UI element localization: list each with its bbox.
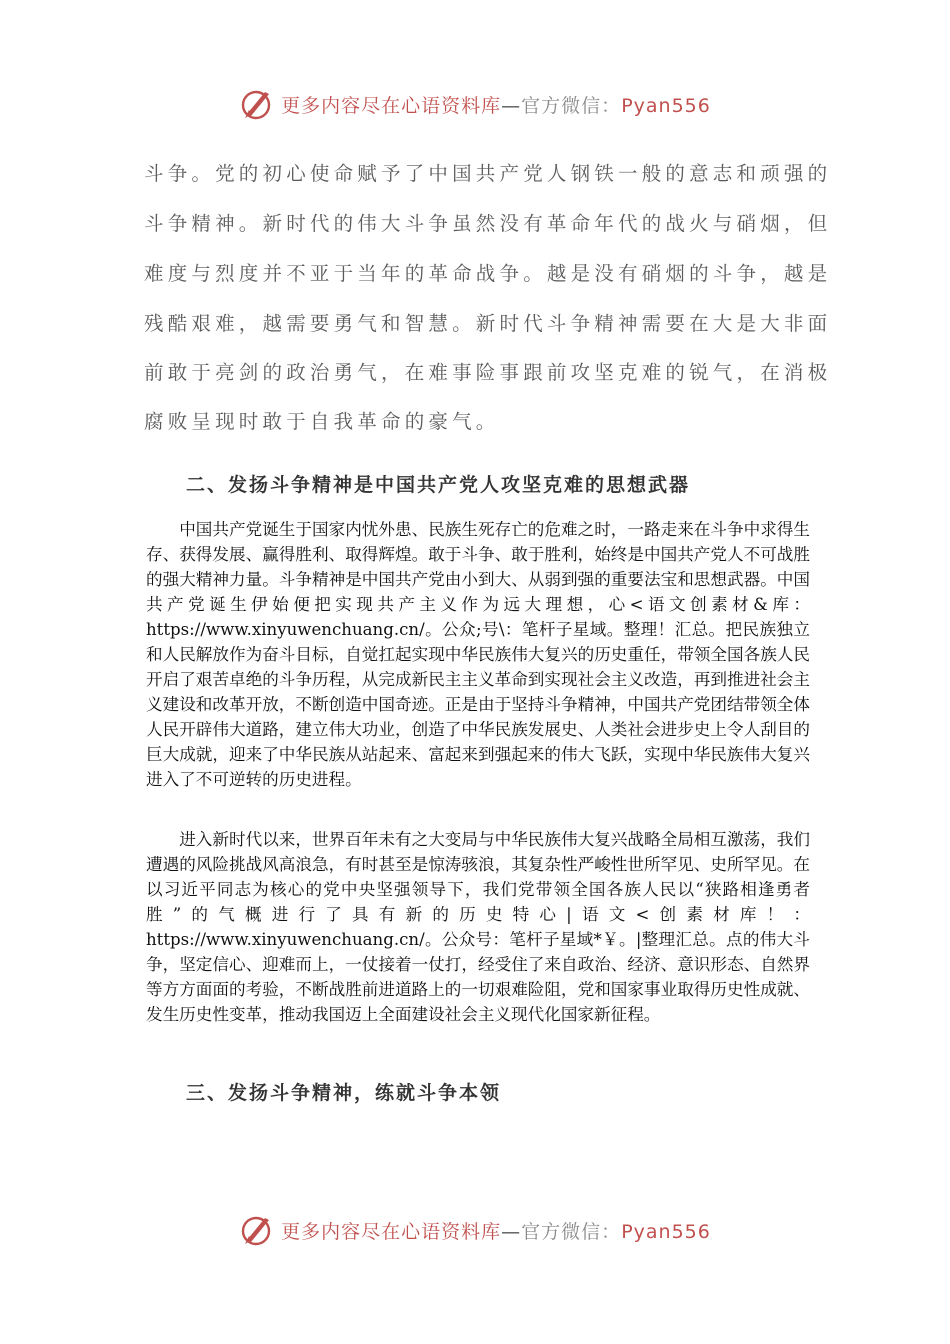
- quill-logo-icon: [239, 86, 275, 122]
- header-banner: [0, 82, 950, 126]
- section-heading-2: 二、发扬斗争精神是中国共产党人攻坚克难的思想武器: [186, 474, 691, 496]
- text-line: 斗争精神。新时代的伟大斗争虽然没有革命年代的战火与硝烟，但: [144, 212, 832, 235]
- footer-banner: [0, 1208, 950, 1252]
- quill-logo-icon: [239, 1212, 275, 1248]
- banner-text: 更多内容尽在心语资料库—官方微信：Pyan556: [281, 1220, 711, 1243]
- text-line: 腐败呈现时敢于自我革命的豪气。: [144, 410, 500, 433]
- body-paragraph-1: 中国共产党诞生于国家内忧外患、民族生死存亡的危难之时，一路走来在斗争中求得生存、获得发展、赢得胜利、取得辉煌。敢于斗争、敢于胜利，始终是中国共产党人不可战胜的强大精神力量。斗争精神是中国共产党由小到大、从弱到强的重要法宝和思想武器。中国共产党诞生伊始便把实现共产主义作为远大理想，心<语文创素材&库：https://www.xinyuwenchuang.cn/。公众;号\：笔杆子星域。整理！汇总。把民族独立和人民解放作为奋斗目标，自觉扛起实现中华民族伟大复兴的历史重任，带领全国各族人民开启了艰苦卓绝的斗争历程，从完成新民主主义革命到实现社会主义改造，再到推进社会主义建设和改革开放，不断创造中国奇迹。正是由于坚持斗争精神，中国共产党团结带领全体人民开辟伟大道路，建立伟大功业，创造了中华民族发展史、人类社会进步史上令人刮目的巨大成就，迎来了中华民族从站起来、富起来到强起来的伟大飞跃，实现中华民族伟大复兴进入了不可逆转的历史进程。: [146, 520, 810, 789]
- text-line: 难度与烈度并不亚于当年的革命战争。越是没有硝烟的斗争，越是: [144, 262, 832, 285]
- text-line: 前敢于亮剑的政治勇气，在难事险事跟前攻坚克难的锐气，在消极: [144, 361, 832, 384]
- body-paragraph-2: 进入新时代以来，世界百年未有之大变局与中华民族伟大复兴战略全局相互激荡，我们遭遇的风险挑战风高浪急，有时甚至是惊涛骇浪，其复杂性严峻性世所罕见、史所罕见。在以习近平同志为核心的党中央坚强领导下，我们党带领全国各族人民以“狭路相逢勇者胜”的气概进行了具有新的历史特心|语文<创素材库！：https://www.xinyuwenchuang.cn/。公众号：笔杆子星域*￥。|整理汇总。点的伟大斗争，坚定信心、迎难而上，一仗接着一仗打，经受住了来自政治、经济、意识形态、自然界等方方面面的考验，不断战胜前进道路上的一切艰难险阻，党和国家事业取得历史性成就、发生历史性变革，推动我国迈上全面建设社会主义现代化国家新征程。: [146, 830, 810, 1024]
- text-line: 残酷艰难，越需要勇气和智慧。新时代斗争精神需要在大是大非面: [144, 312, 832, 335]
- section-heading-3: 三、发扬斗争精神，练就斗争本领: [186, 1082, 502, 1104]
- text-line: 斗争。党的初心使命赋予了中国共产党人钢铁一般的意志和顽强的: [144, 162, 832, 185]
- banner-text: 更多内容尽在心语资料库—官方微信：Pyan556: [281, 94, 711, 117]
